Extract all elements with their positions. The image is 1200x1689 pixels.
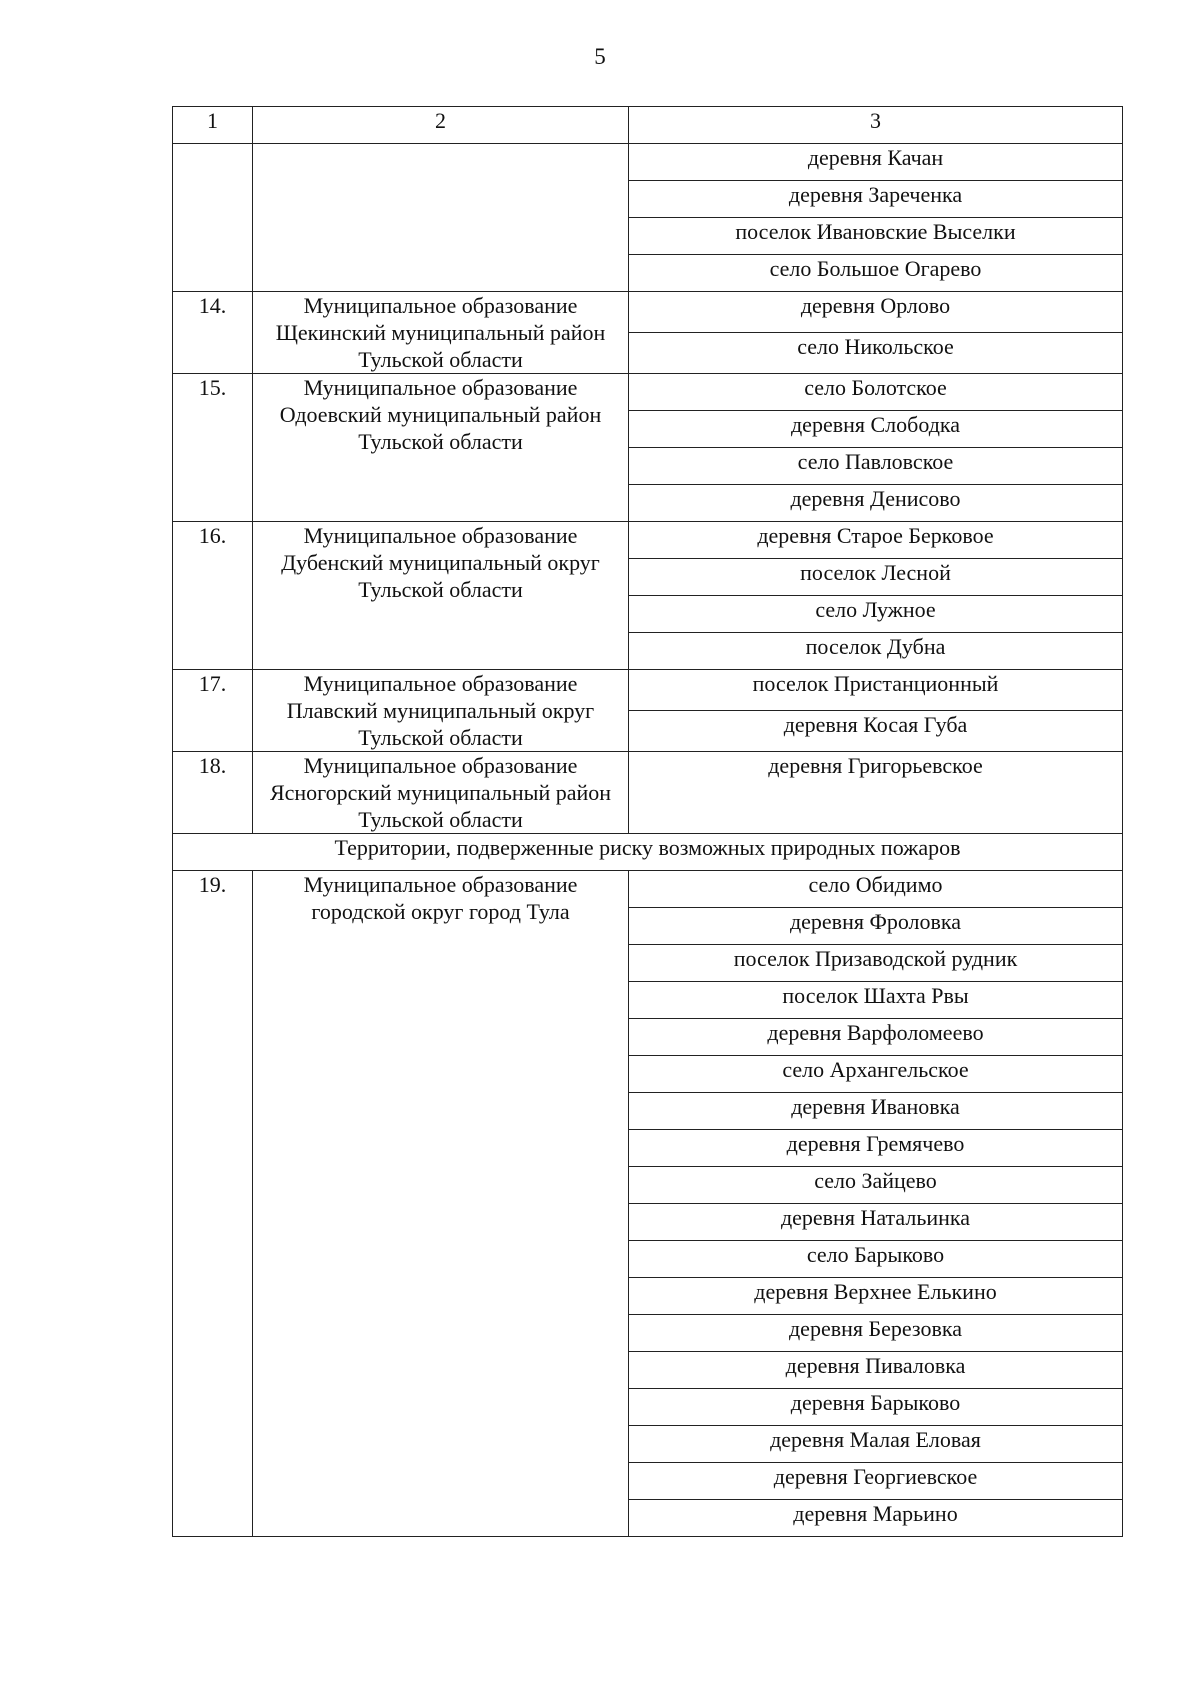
settlement-name: деревня Пиваловка <box>629 1352 1123 1389</box>
settlement-name: деревня Качан <box>629 144 1123 181</box>
settlement-name: деревня Натальинка <box>629 1204 1123 1241</box>
table-row <box>173 670 1123 711</box>
settlement-name: деревня Денисово <box>629 485 1123 522</box>
municipality-name: Муниципальное образование Дубенский муниципальный округ Тульской области <box>253 522 629 670</box>
municipality-name: Муниципальное образование городской округ город Тула <box>253 871 629 1537</box>
settlement-name: деревня Старое Берковое <box>629 522 1123 559</box>
section-title: Территории, подверженные риску возможных природных пожаров <box>173 834 1123 871</box>
table-header-row <box>173 107 1123 144</box>
table-row <box>173 871 1123 908</box>
settlement-name: деревня Варфоломеево <box>629 1019 1123 1056</box>
municipality-name: Муниципальное образование Одоевский муниципальный район Тульской области <box>253 374 629 522</box>
table-row <box>173 292 1123 333</box>
table-row <box>173 522 1123 559</box>
settlement-name: деревня Барыково <box>629 1389 1123 1426</box>
settlement-name: деревня Косая Губа <box>629 711 1123 752</box>
settlement-name: деревня Малая Еловая <box>629 1426 1123 1463</box>
header-col-1: 1 <box>173 107 253 144</box>
section-row <box>173 834 1123 871</box>
settlement-name: поселок Ивановские Выселки <box>629 218 1123 255</box>
settlement-name: поселок Дубна <box>629 633 1123 670</box>
settlement-name: деревня Ивановка <box>629 1093 1123 1130</box>
header-col-2: 2 <box>253 107 629 144</box>
settlements-table <box>172 106 1123 1537</box>
row-number: 19. <box>173 871 253 1537</box>
municipality-name: Муниципальное образование Плавский муниципальный округ Тульской области <box>253 670 629 752</box>
settlement-name: деревня Слободка <box>629 411 1123 448</box>
settlement-name: деревня Марьино <box>629 1500 1123 1537</box>
settlement-name: село Зайцево <box>629 1167 1123 1204</box>
settlement-name: село Обидимо <box>629 871 1123 908</box>
row-number: 17. <box>173 670 253 752</box>
row-number: 15. <box>173 374 253 522</box>
row-number <box>173 144 253 292</box>
settlement-name: деревня Гремячево <box>629 1130 1123 1167</box>
table-row <box>173 374 1123 411</box>
page-number: 5 <box>594 44 606 69</box>
municipality-name: Муниципальное образование Щекинский муниципальный район Тульской области <box>253 292 629 374</box>
table-row <box>173 752 1123 834</box>
settlement-name: деревня Березовка <box>629 1315 1123 1352</box>
municipality-name <box>253 144 629 292</box>
municipality-name: Муниципальное образование Ясногорский муниципальный район Тульской области <box>253 752 629 834</box>
settlement-name: поселок Лесной <box>629 559 1123 596</box>
settlement-name: поселок Шахта Рвы <box>629 982 1123 1019</box>
table-row <box>173 144 1123 181</box>
settlement-name: деревня Верхнее Елькино <box>629 1278 1123 1315</box>
settlement-name: деревня Григорьевское <box>629 752 1123 834</box>
settlement-name: поселок Призаводской рудник <box>629 945 1123 982</box>
settlement-name: поселок Пристанционный <box>629 670 1123 711</box>
header-col-3: 3 <box>629 107 1123 144</box>
settlement-name: село Лужное <box>629 596 1123 633</box>
row-number: 14. <box>173 292 253 374</box>
settlement-name: село Павловское <box>629 448 1123 485</box>
settlement-name: деревня Зареченка <box>629 181 1123 218</box>
settlement-name: село Архангельское <box>629 1056 1123 1093</box>
settlement-name: село Болотское <box>629 374 1123 411</box>
settlement-name: деревня Орлово <box>629 292 1123 333</box>
settlement-name: село Никольское <box>629 333 1123 374</box>
settlement-name: село Барыково <box>629 1241 1123 1278</box>
settlement-name: село Большое Огарево <box>629 255 1123 292</box>
row-number: 16. <box>173 522 253 670</box>
settlement-name: деревня Фроловка <box>629 908 1123 945</box>
settlement-name: деревня Георгиевское <box>629 1463 1123 1500</box>
row-number: 18. <box>173 752 253 834</box>
